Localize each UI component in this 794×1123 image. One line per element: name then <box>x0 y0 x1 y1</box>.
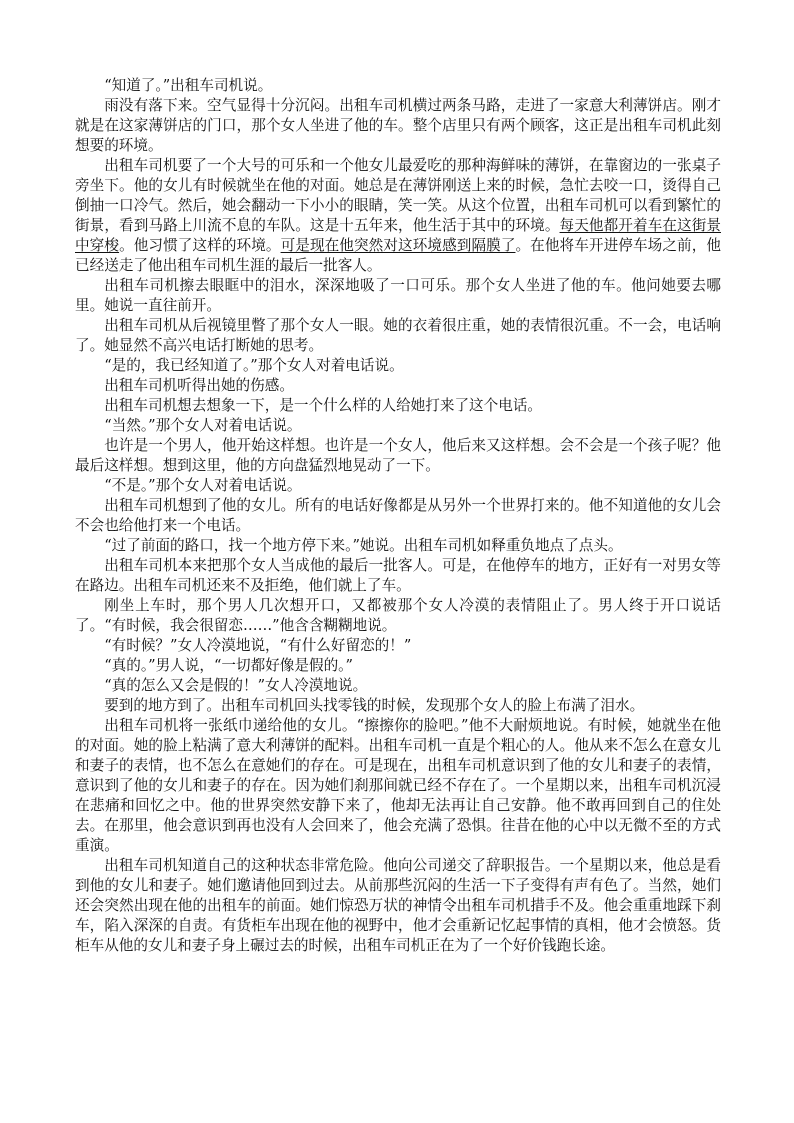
paragraph-12: 出租车司机想到了他的女儿。所有的电话好像都是从另外一个世界打来的。他不知道他的女儿会不会也给他打来一个电话。 <box>75 497 721 534</box>
paragraph-5: 出租车司机从后视镜里瞥了那个女人一眼。她的衣着很庄重，她的表情很沉重。不一会，电话响了。她显然不高兴电话打断她的思考。 <box>75 317 721 354</box>
paragraph-6: “是的，我已经知道了。”那个女人对着电话说。 <box>104 357 404 374</box>
paragraph-3-part-1: 出租车司机要了一个大号的可乐和一个他女儿最爱吃的那种海鲜味的薄饼，在靠窗边的一张桌子旁坐下。他的女儿有时候就坐在他的对面。她总是在薄饼刚送上来的时候，急忙去咬一口，烫得自己倒抽一口冷气。然后，她会翻动一下小小的眼睛，笑一笑。从这个位置，出租车司机可以看到繁忙的街景，看到马路上川流不息的车队。这是十五年来，他生活于其中的环境。 <box>75 157 721 234</box>
paragraph-4: 出租车司机擦去眼眶中的泪水，深深地吸了一口可乐。那个女人坐进了他的车。他问她要去哪里。她说一直往前开。 <box>75 277 721 314</box>
paragraph-14: 出租车司机本来把那个女人当成他的最后一批客人。可是，在他停车的地方，正好有一对男女等在路边。出租车司机还来不及拒绝，他们就上了车。 <box>75 557 721 594</box>
paragraph-3 <box>75 156 721 276</box>
paragraph-2: 雨没有落下来。空气显得十分沉闷。出租车司机横过两条马路，走进了一家意大利薄饼店。刚才就是在这家薄饼店的门口，那个女人坐进了他的车。整个店里只有两个顾客，这正是出租车司机此刻想要的环境。 <box>75 97 721 154</box>
underlined-sentence-1: 每天他都开着车在这街景中穿梭 <box>75 217 721 254</box>
paragraph-21: 出租车司机知道自己的这种状态非常危险。他向公司递交了辞职报告。一个星期以来，他总是看到他的女儿和妻子。她们邀请他回到过去。从前那些沉闷的生活一下子变得有声有色了。当然，她们还会突然出现在他的出租车的前面。她们惊恐万状的神情令出租车司机措手不及。他会重重地踩下刹车，陷入深深的自责。有货柜车出现在他的视野中，他才会重新记忆起事情的真相，他才会愤怒。货柜车从他的女儿和妻子身上碾过去的时候，出租车司机正在为了一个好价钱跑长途。 <box>75 857 721 954</box>
paragraph-8: 出租车司机想去想象一下，是一个什么样的人给她打来了这个电话。 <box>104 397 543 414</box>
paragraph-15: 刚坐上车时，那个男人几次想开口，又都被那个女人冷漠的表情阻止了。男人终于开口说话了。“有时候，我会很留恋……”他含含糊糊地说。 <box>75 597 721 634</box>
paragraph-3-part-2: 。他习惯了这样的环境。 <box>119 237 281 254</box>
paragraph-16: “有时候？”女人冷漠地说，“有什么好留恋的！” <box>104 637 412 654</box>
paragraph-13: “过了前面的路口，找一个地方停下来。”她说。出租车司机如释重负地点了点头。 <box>104 537 623 554</box>
paragraph-20: 出租车司机将一张纸巾递给他的女儿。“擦擦你的脸吧。”他不大耐烦地说。有时候，她就坐在他的对面。她的脸上粘满了意大利薄饼的配料。出租车司机一直是个粗心的人。他从来不怎么在意女儿和妻子的表情，也不怎么在意她们的存在。可是现在，出租车司机意识到了他的女儿和妻子的表情，意识到了他的女儿和妻子的存在。因为她们刹那间就已经不存在了。一个星期以来，出租车司机沉浸在悲痛和回忆之中。他的世界突然安静下来了，他却无法再让自己安静。他不敢再回到自己的住处去。在那里，他会意识到再也没有人会回来了，他会充满了恐惧。往昔在他的心中以无微不至的方式重演。 <box>75 717 721 854</box>
paragraph-10: 也许是一个男人，他开始这样想。也许是一个女人，他后来又这样想。会不会是一个孩子呢？他最后这样想。想到这里，他的方向盘猛烈地晃动了一下。 <box>75 437 721 474</box>
paragraph-1: “知道了。”出租车司机说。 <box>104 77 273 94</box>
paragraph-18: “真的怎么又会是假的！”女人冷漠地说。 <box>104 677 368 694</box>
paragraph-19: 要到的地方到了。出租车司机回头找零钱的时候，发现那个女人的脸上布满了泪水。 <box>104 697 645 714</box>
paragraph-11: “不是。”那个女人对着电话说。 <box>104 477 302 494</box>
paragraph-9: “当然。”那个女人对着电话说。 <box>104 417 302 434</box>
underlined-sentence-2: 可是现在他突然对这环境感到隔膜了 <box>280 237 516 254</box>
paragraph-17: “真的。”男人说，“一切都好像是假的。” <box>104 657 353 674</box>
document-page <box>75 76 721 956</box>
paragraph-3-part-3: 。在他将车开进停车场之前，他已经送走了他出租车司机生涯的最后一批客人。 <box>75 237 721 274</box>
paragraph-7: 出租车司机听得出她的伤感。 <box>104 377 294 394</box>
